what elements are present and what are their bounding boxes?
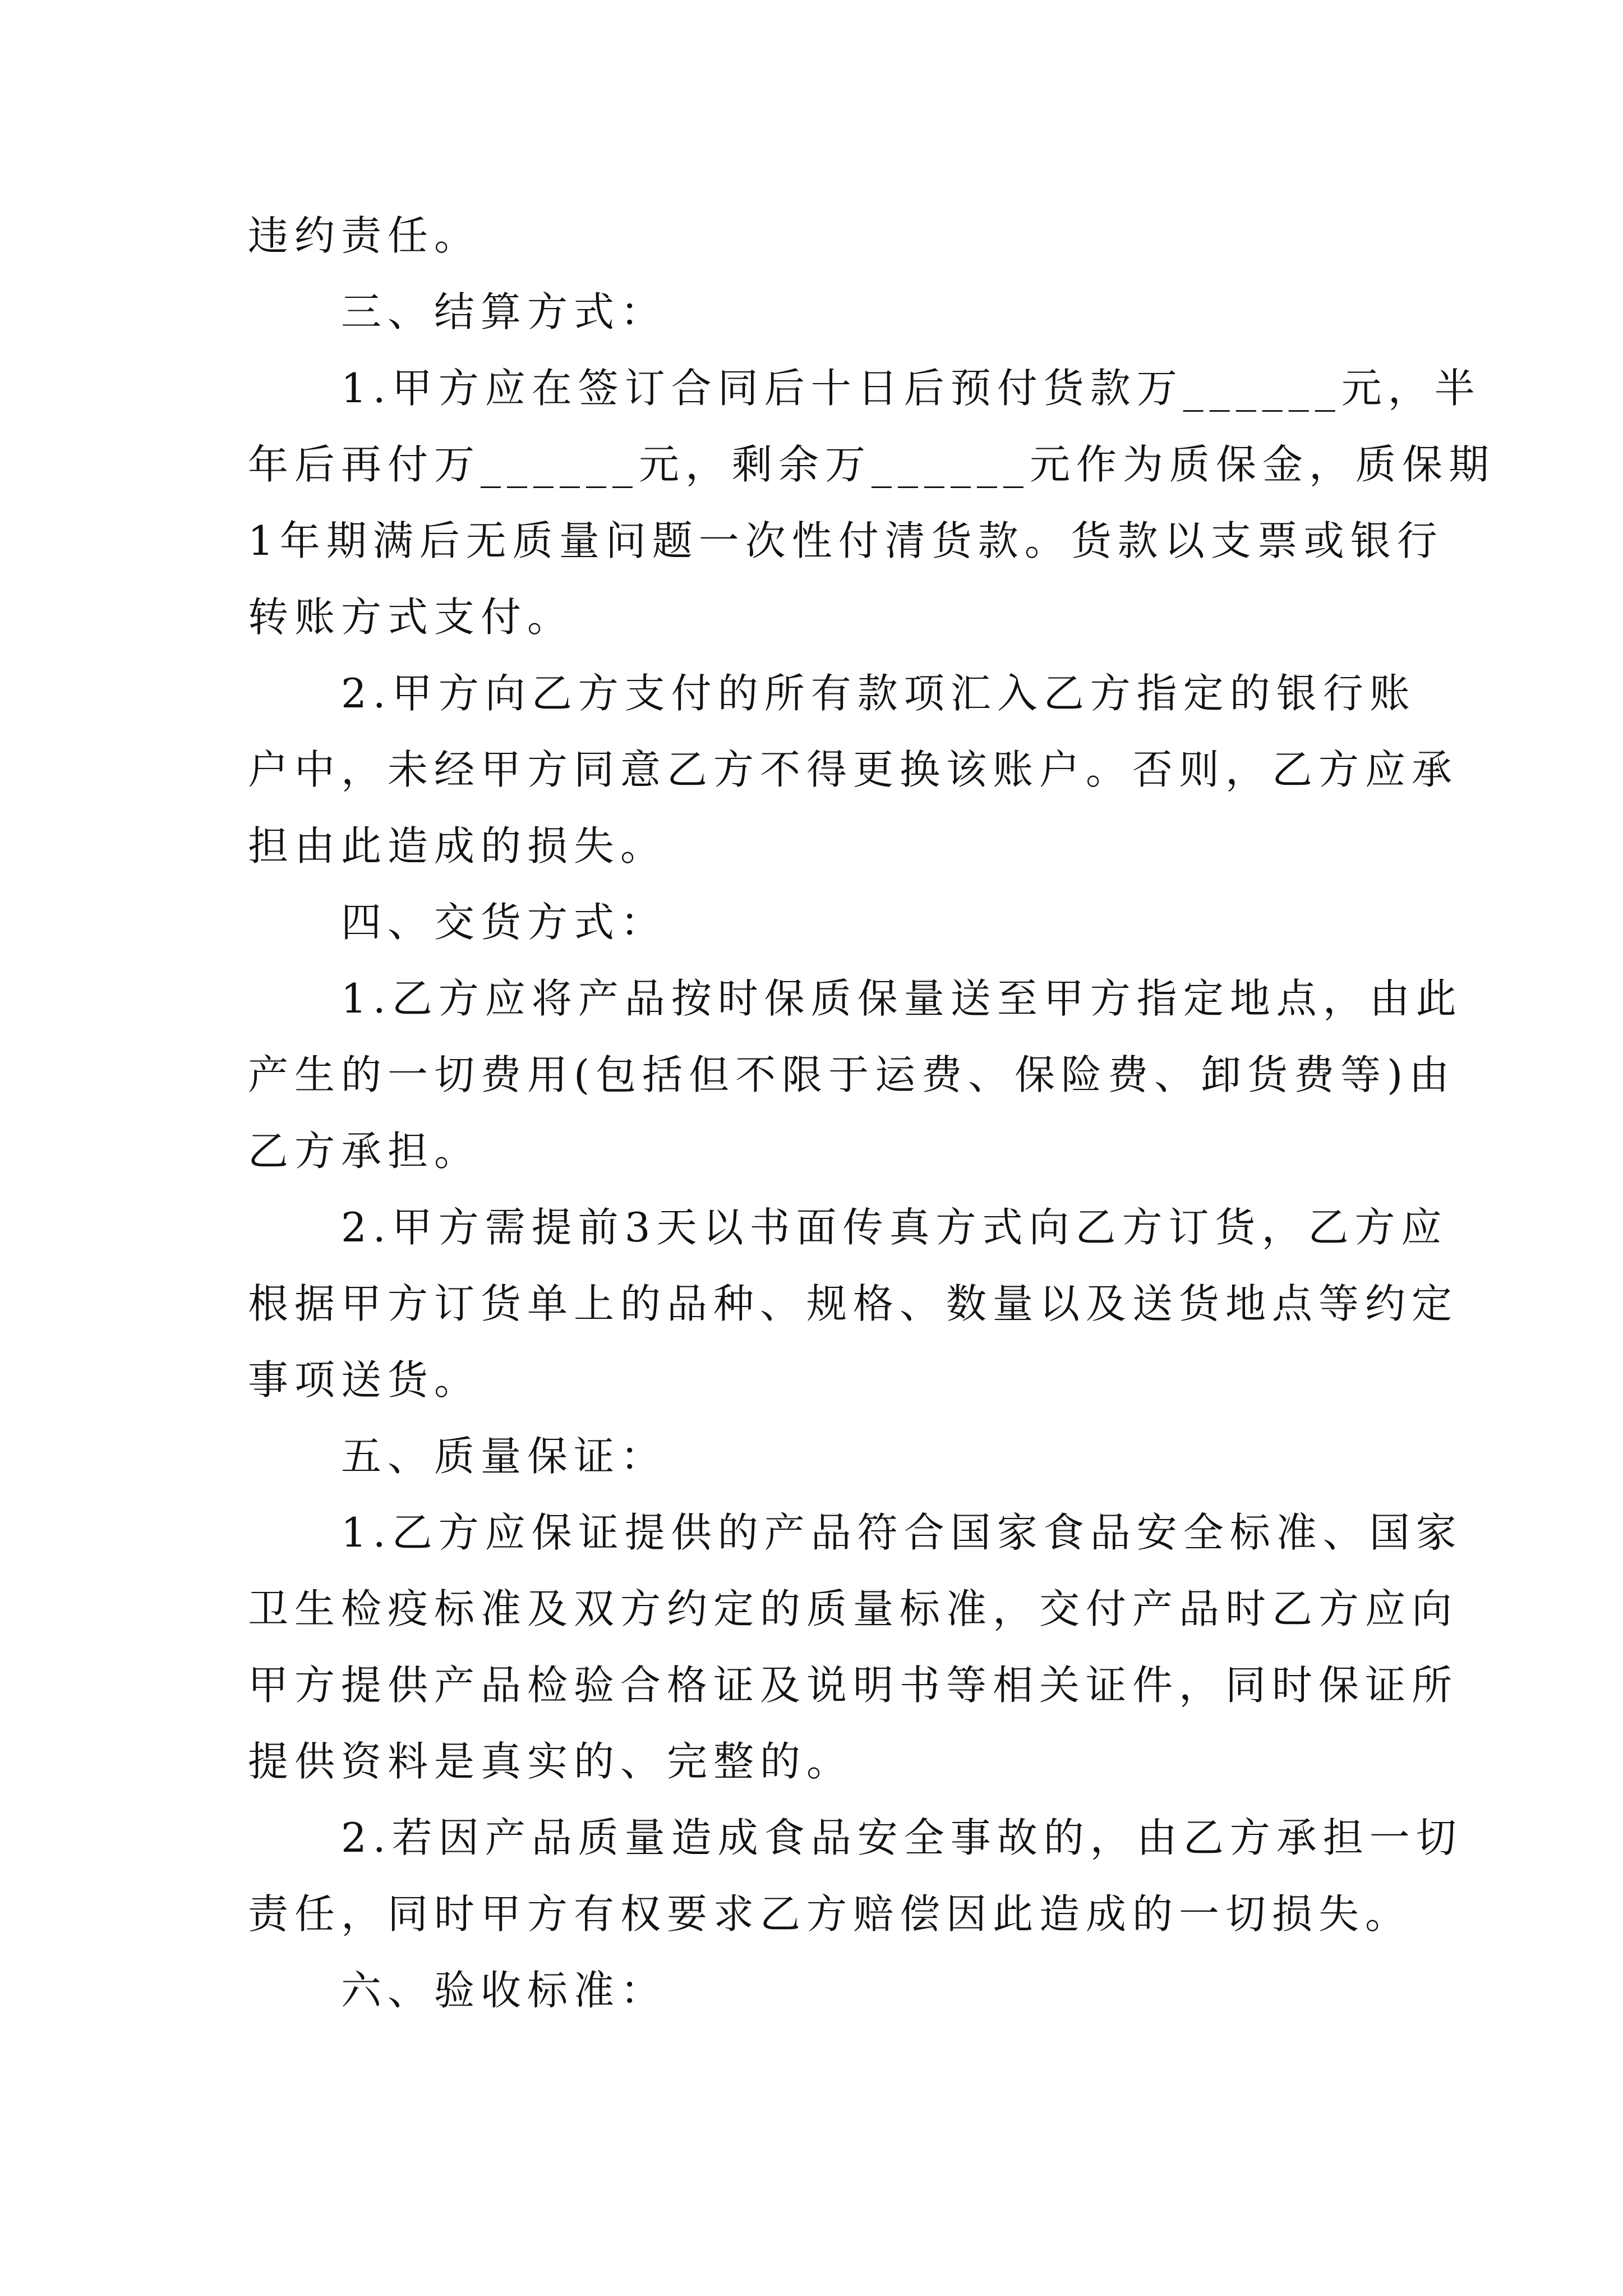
text-line: 年后再付万______元，剩余万______元作为质保金，质保期 [248, 441, 1496, 488]
text-line: 事项送货。 [248, 1356, 481, 1404]
text-line: 产生的一切费用(包括但不限于运费、保险费、卸货费等)由 [248, 1051, 1456, 1098]
section-heading: 五、质量保证： [341, 1433, 667, 1480]
text-line: 卫生检疫标准及双方约定的质量标准，交付产品时乙方应向 [248, 1585, 1459, 1632]
text-line: 1.乙方应保证提供的产品符合国家食品安全标准、国家 [341, 1509, 1463, 1556]
text-line: 1.甲方应在签订合同后十日后预付货款万______元，半 [341, 365, 1481, 412]
text-line: 转账方式支付。 [248, 593, 574, 641]
text-line: 根据甲方订货单上的品种、规格、数量以及送货地点等约定 [248, 1280, 1459, 1327]
section-heading: 六、验收标准： [341, 1967, 667, 2014]
text-line: 责任，同时甲方有权要求乙方赔偿因此造成的一切损失。 [248, 1890, 1412, 1938]
text-line: 乙方承担。 [248, 1128, 481, 1175]
text-line: 担由此造成的损失。 [248, 822, 667, 869]
section-heading: 四、交货方式： [341, 899, 667, 946]
text-line: 违约责任。 [248, 212, 481, 259]
text-line: 户中，未经甲方同意乙方不得更换该账户。否则，乙方应承 [248, 746, 1459, 793]
text-line: 甲方提供产品检验合格证及说明书等相关证件，同时保证所 [248, 1662, 1459, 1709]
text-line: 提供资料是真实的、完整的。 [248, 1738, 854, 1785]
text-line: 1.乙方应将产品按时保质保量送至甲方指定地点，由此 [341, 975, 1463, 1022]
text-line: 2.若因产品质量造成食品安全事故的，由乙方承担一切 [341, 1814, 1463, 1861]
section-heading: 三、结算方式： [341, 288, 667, 335]
text-line: 2.甲方需提前3天以书面传真方式向乙方订货，乙方应 [341, 1204, 1448, 1251]
text-line: 2.甲方向乙方支付的所有款项汇入乙方指定的银行账 [341, 670, 1416, 717]
text-line: 1年期满后无质量问题一次性付清货款。货款以支票或银行 [248, 517, 1444, 564]
